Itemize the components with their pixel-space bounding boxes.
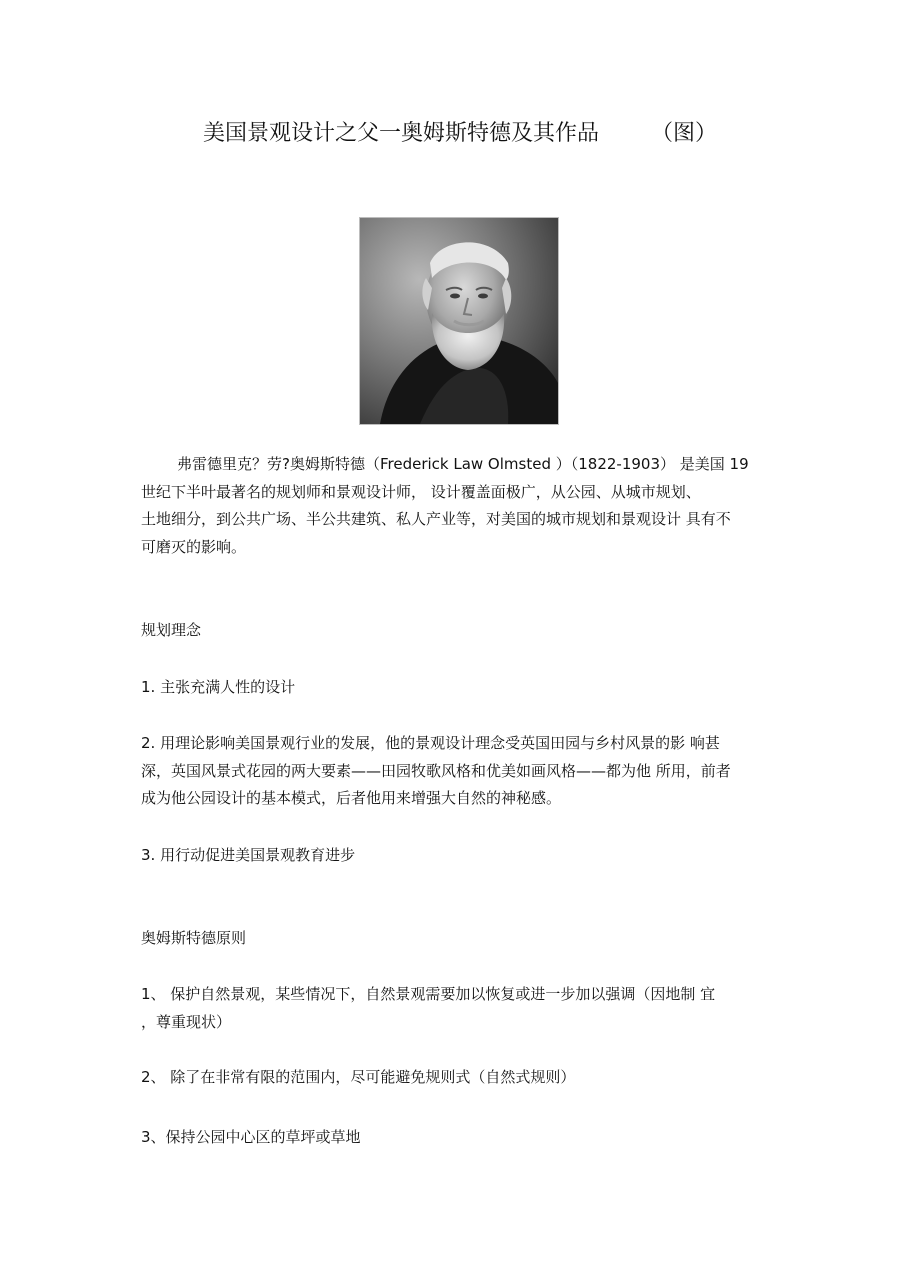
- section-heading-principles: 奥姆斯特德原则: [141, 929, 247, 947]
- planning-item-2-line: 2. 用理论影响美国景观行业的发展，他的景观设计理念受英国田园与乡村风景的影 响甚: [141, 734, 720, 752]
- planning-item-2: [141, 730, 781, 813]
- intro-line: 弗雷德里克？劳?奥姆斯特德（Frederick Law Olmsted ）（1822-1903） 是美国 19: [177, 455, 749, 473]
- portrait-icon: [360, 218, 558, 424]
- document-title: [0, 116, 920, 152]
- planning-item-3: 3. 用行动促进美国景观教育进步: [141, 846, 356, 864]
- title-suffix: （图）: [651, 121, 718, 146]
- principle-item-2: 2、 除了在非常有限的范围内，尽可能避免规则式（自然式规则）: [141, 1068, 576, 1086]
- planning-item-1: 1. 主张充满人性的设计: [141, 678, 296, 696]
- principle-item-1-line: 1、 保护自然景观，某些情况下，自然景观需要加以恢复或进一步加以强调（因地制 宜: [141, 985, 716, 1003]
- intro-paragraph: [141, 451, 817, 479]
- title-main: 美国景观设计之父一奥姆斯特德及其作品: [202, 121, 599, 146]
- planning-item-2-line: 成为他公园设计的基本模式，后者他用来增强大自然的神秘感。: [141, 789, 562, 807]
- principle-item-1: [141, 981, 781, 1036]
- principle-item-1-line: ，尊重现状）: [141, 1012, 232, 1031]
- intro-line: 土地细分，到公共广场、半公共建筑、私人产业等，对美国的城市规划和景观设计 具有不: [141, 510, 731, 528]
- intro-line: 世纪下半叶最著名的规划师和景观设计师， 设计覆盖面极广，从公园、从城市规划、: [141, 482, 701, 501]
- portrait-photo: [359, 217, 559, 425]
- intro-paragraph-cont: [141, 479, 781, 562]
- intro-line: 可磨灭的影响。: [141, 537, 247, 556]
- planning-item-2-line: 深，英国风景式花园的两大要素——田园牧歌风格和优美如画风格——都为他 所用，前者: [141, 761, 731, 780]
- principle-item-3: 3、保持公园中心区的草坪或草地: [141, 1128, 361, 1146]
- section-heading-planning: 规划理念: [141, 621, 202, 639]
